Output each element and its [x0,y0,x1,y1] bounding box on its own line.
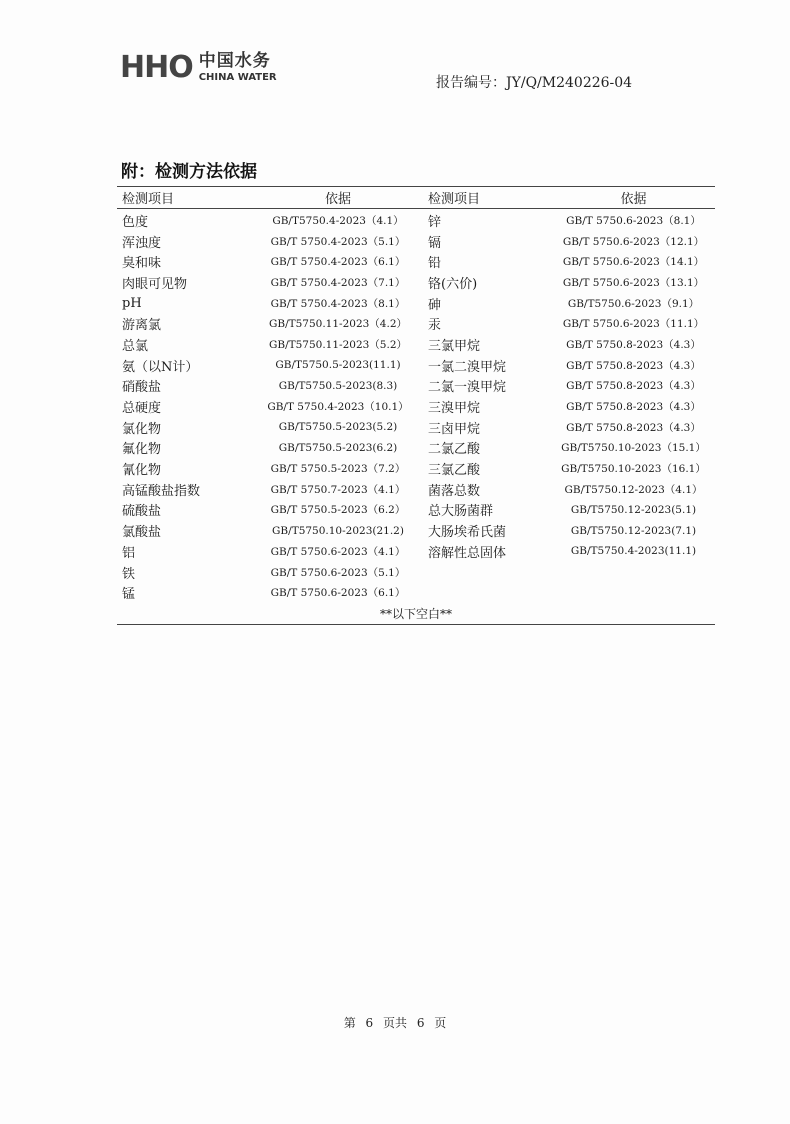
table-cell-method-basis: GB/T5750.11-2023（5.2） [268,338,408,351]
table-row [117,272,715,293]
logo-mark: HHO [120,50,193,85]
table-cell-method-basis: GB/T 5750.8-2023（4.3） [566,338,701,351]
table-cell-item-name: 锌 [428,214,442,230]
table-cell-method-basis: GB/T 5750.6-2023（6.1） [270,587,406,600]
table-cell-item-name: 二氯乙酸 [428,442,481,458]
table-cell-method-basis: GB/T 5750.6-2023（13.1） [562,276,705,289]
logo-text [199,53,277,83]
table-cell-method-basis: GB/T5750.10-2023（16.1） [561,463,706,476]
table-cell-method-basis: GB/T 5750.6-2023（12.1） [562,235,705,248]
table-cell-item-name: 三卤甲烷 [428,421,481,437]
table-cell-method-basis: GB/T5750.12-2023(5.1) [570,503,697,516]
table-cell-method-basis: GB/T 5750.4-2023（8.1） [270,297,406,310]
table-cell-item-name: 氯酸盐 [122,525,162,541]
table-cell-method-basis: GB/T 5750.5-2023（7.2） [270,463,406,476]
table-cell-item-name: 肉眼可见物 [122,276,188,292]
table-cell-method-basis: GB/T 5750.6-2023（5.1） [270,566,406,579]
table-cell-item-name: 总大肠菌群 [428,504,494,520]
table-row [117,541,715,562]
table-cell-method-basis: GB/T 5750.6-2023（11.1） [562,318,705,331]
table-row [117,355,715,376]
table-cell-method-basis: GB/T 5750.6-2023（8.1） [566,214,701,227]
table-cell-item-name: 臭和味 [122,256,162,272]
table-cell-method-basis: GB/T5750.10-2023（15.1） [561,442,706,455]
page-footer: 第 6 页共 6 页 [343,1016,447,1030]
table-header-row [117,187,715,208]
table-cell-method-basis: GB/T5750.10-2023(21.2) [272,524,404,537]
table-cell-item-name: 色度 [122,214,149,230]
logo-english-name: CHINA WATER [198,72,277,83]
table-cell-method-basis: GB/T5750.5-2023(5.2) [278,421,398,434]
table-cell-method-basis: GB/T5750.12-2023（4.1） [564,483,703,496]
table-cell-method-basis: GB/T 5750.6-2023（4.1） [270,545,406,558]
table-cell-method-basis: GB/T 5750.8-2023（4.3） [566,380,701,393]
table-cell-method-basis: GB/T 5750.4-2023（7.1） [270,276,406,289]
table-row [117,210,715,231]
table-cell-item-name: 二氯一溴甲烷 [428,380,507,396]
table-row [117,500,715,521]
table-row [117,396,715,417]
header-basis-right: 依据 [620,192,647,207]
table-cell-method-basis: GB/T 5750.4-2023（5.1） [270,235,406,248]
report-number: 报告编号：JY/Q/M240226-04 [436,75,633,91]
table-cell-item-name: 菌落总数 [428,483,481,499]
table-row [117,582,715,603]
table-cell-item-name: 总硬度 [122,401,162,417]
table-cell-method-basis: GB/T5750.6-2023（9.1） [567,297,700,310]
header-basis-left: 依据 [324,192,351,207]
table-cell-item-name: 一氯二溴甲烷 [428,359,507,375]
table-row [117,251,715,272]
table-cell-item-name: 硝酸盐 [122,380,162,396]
table-cell-method-basis: GB/T5750.4-2023(11.1) [570,545,697,558]
table-cell-item-name: 镉 [428,235,442,251]
table-bottom-rule [117,624,715,625]
table-cell-item-name: 浑浊度 [122,235,162,251]
logo [120,50,277,86]
table-cell-item-name: 氟化物 [122,442,162,458]
table-cell-item-name: 铁 [122,566,136,582]
table-row [117,231,715,252]
table-cell-item-name: 大肠埃希氏菌 [428,525,507,541]
table-cell-item-name: 三氯甲烷 [428,338,481,354]
table-cell-item-name: 溶解性总固体 [428,545,507,561]
table-cell-item-name: 氯化物 [122,421,162,437]
table-cell-item-name: 硫酸盐 [122,504,162,520]
table-cell-item-name: 砷 [428,297,442,313]
section-title: 附：检测方法依据 [121,162,257,182]
table-row [117,334,715,355]
table-cell-method-basis: GB/T5750.12-2023(7.1) [570,524,697,537]
table-cell-item-name: 三溴甲烷 [428,401,481,417]
table-row [117,438,715,459]
table-cell-item-name: 高锰酸盐指数 [122,483,201,499]
table-cell-item-name: 氰化物 [122,463,162,479]
table-body [117,210,715,603]
methods-table [117,186,715,625]
table-header-rule [117,208,715,209]
table-cell-item-name: 三氯乙酸 [428,463,481,479]
table-cell-item-name: 铬(六价) [428,276,478,292]
table-cell-item-name: 铝 [122,545,136,561]
table-cell-item-name: 汞 [428,318,442,334]
table-row [117,313,715,334]
table-row [117,376,715,397]
header-item-right: 检测项目 [428,192,481,207]
table-cell-method-basis: GB/T 5750.8-2023（4.3） [566,359,701,372]
table-cell-method-basis: GB/T5750.4-2023（4.1） [272,214,404,227]
table-cell-item-name: 氨（以N计） [122,359,199,375]
table-row [117,458,715,479]
table-cell-item-name: 铅 [428,256,442,272]
table-cell-item-name: 总氯 [122,338,149,354]
logo-chinese-name: 中国水务 [198,51,271,71]
table-cell-item-name: 锰 [122,587,136,603]
table-row [117,562,715,583]
table-cell-method-basis: GB/T 5750.8-2023（4.3） [566,421,701,434]
table-cell-method-basis: GB/T5750.5-2023(11.1) [275,359,401,372]
table-cell-method-basis: GB/T 5750.5-2023（6.2） [270,504,406,517]
table-cell-method-basis: GB/T 5750.6-2023（14.1） [562,256,705,269]
table-cell-method-basis: GB/T5750.5-2023(8.3) [278,379,398,392]
table-row [117,417,715,438]
table-cell-item-name: 游离氯 [122,318,162,334]
table-cell-method-basis: GB/T 5750.4-2023（6.1） [270,256,406,269]
table-cell-method-basis: GB/T 5750.7-2023（4.1） [270,483,406,496]
table-row [117,293,715,314]
table-row [117,520,715,541]
table-cell-method-basis: GB/T 5750.4-2023（10.1） [267,401,409,414]
blank-note: **以下空白** [379,607,452,622]
table-cell-method-basis: GB/T 5750.8-2023（4.3） [566,401,701,414]
table-cell-method-basis: GB/T5750.5-2023(6.2) [278,441,398,454]
table-cell-item-name: pH [122,295,142,311]
header-item-left: 检测项目 [122,192,175,207]
table-cell-method-basis: GB/T5750.11-2023（4.2） [268,318,408,331]
table-row [117,479,715,500]
